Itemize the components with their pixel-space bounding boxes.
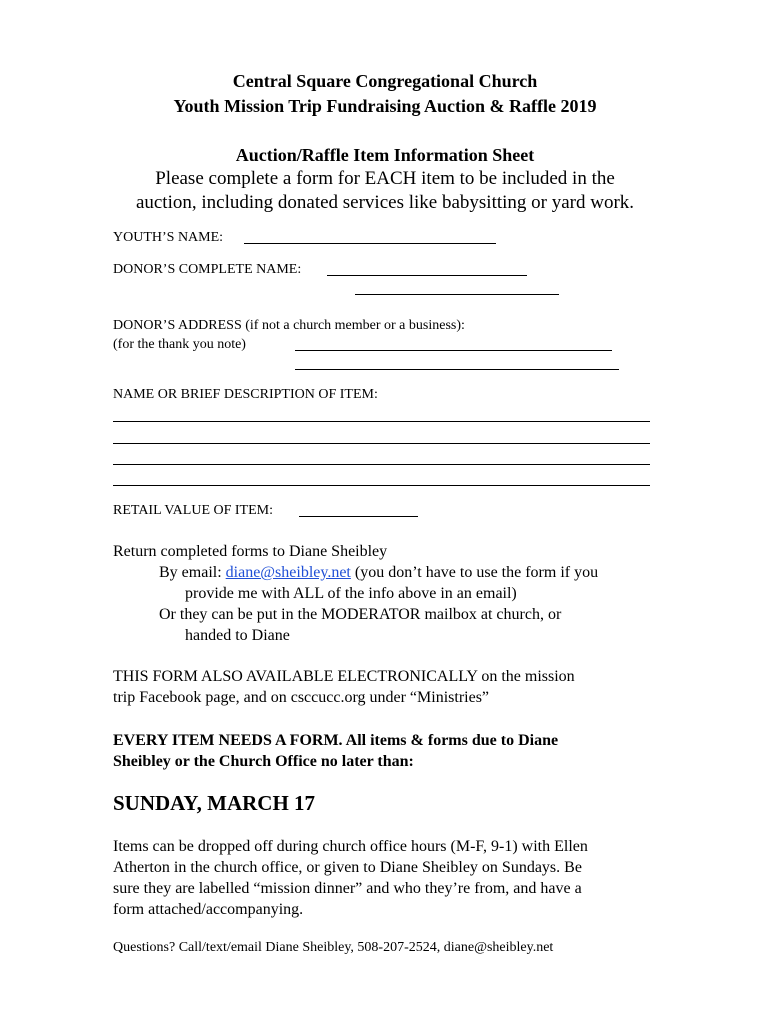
intro-line-2: auction, including donated services like babysitting or yard work. [135,192,635,213]
email-suffix: (you don’t have to use the form if you [350,564,599,581]
donor-name-line-1[interactable] [327,275,527,276]
retail-value-label: RETAIL VALUE OF ITEM: [113,503,274,518]
church-name: Central Square Congregational Church [232,71,538,91]
return-mailbox-line-1: Or they can be put in the MODERATOR mailbox at church, or [159,606,562,623]
item-description-label: NAME OR BRIEF DESCRIPTION OF ITEM: [113,387,378,402]
deadline-line-2: Sheibley or the Church Office no later than: [113,753,414,770]
youth-name-line[interactable] [244,243,496,244]
item-description-line-2[interactable] [113,443,650,444]
return-email-line-2: provide me with ALL of the info above in an email) [185,585,517,602]
dropoff-line-3: sure they are labelled “mission dinner” and who they’re from, and have a [113,880,582,897]
return-mailbox-line-2: handed to Diane [185,627,290,644]
deadline-date: SUNDAY, MARCH 17 [113,791,316,815]
return-heading: Return completed forms to Diane Sheibley [113,543,388,560]
youth-name-label: YOUTH’S NAME: [113,230,224,245]
thank-you-note-label: (for the thank you note) [113,337,246,352]
email-prefix: By email: [159,564,226,581]
electronic-line-2: trip Facebook page, and on csccucc.org under “Ministries” [113,689,490,706]
donor-address-label: DONOR’S ADDRESS (if not a church member or a business): [113,318,465,333]
donor-address-line-2[interactable] [295,369,619,370]
electronic-line-1: THIS FORM ALSO AVAILABLE ELECTRONICALLY on the mission [113,668,575,685]
dropoff-line-1: Items can be dropped off during church office hours (M-F, 9-1) with Ellen [113,838,588,855]
item-description-line-3[interactable] [113,464,650,465]
sheet-title: Auction/Raffle Item Information Sheet [235,145,535,165]
dropoff-line-2: Atherton in the church office, or given to Diane Sheibley on Sundays. Be [113,859,582,876]
item-description-line-1[interactable] [113,421,650,422]
donor-address-line-1[interactable] [295,350,612,351]
footer-questions: Questions? Call/text/email Diane Sheibley, 508-207-2524, diane@sheibley.net [113,940,554,955]
event-title: Youth Mission Trip Fundraising Auction & Raffle 2019 [173,96,597,116]
return-email-line [159,562,598,583]
intro-line-1: Please complete a form for EACH item to be included in the [155,168,615,189]
email-link[interactable]: diane@sheibley.net [225,564,351,581]
dropoff-line-4: form attached/accompanying. [113,901,304,918]
retail-value-line[interactable] [299,516,418,517]
donor-name-label: DONOR’S COMPLETE NAME: [113,262,302,277]
item-description-line-4[interactable] [113,485,650,486]
donor-name-line-2[interactable] [355,294,559,295]
deadline-line-1: EVERY ITEM NEEDS A FORM. All items & forms due to Diane [113,732,559,749]
